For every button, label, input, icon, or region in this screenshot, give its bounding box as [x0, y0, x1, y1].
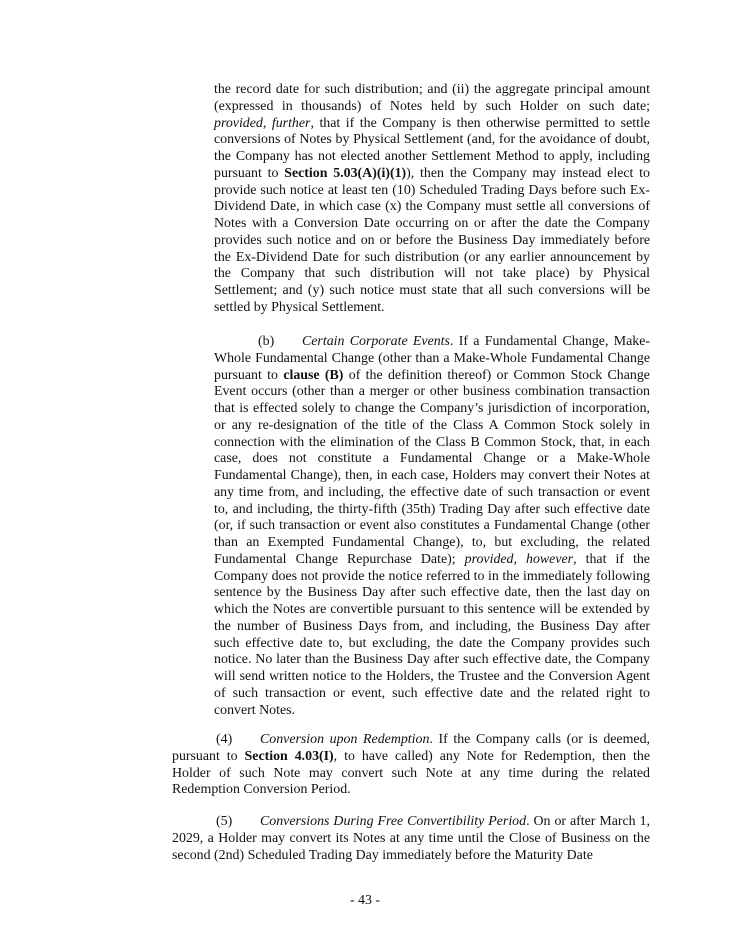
para-4-text-1: . If the Company calls (or is deemed, pursuant to: [172, 732, 650, 764]
para-4-number: (4): [216, 732, 233, 747]
para-5-text-1: . On or after March 1, 2029, a Holder may convert its Notes at any time until the Close of Business on the second (2nd) Scheduled Trading Day immediately before the Maturity Date: [172, 814, 650, 863]
para-a-text-2: , that if the Company is then otherwise permitted to settle conversions of Notes by Physical Settlement (and, for the avoidance of doubt, the Company has not elected another Settlement Method to apply, including pursuant to: [214, 115, 650, 181]
paragraph-free-convertibility-period: [172, 814, 650, 864]
paragraph-certain-corporate-events: [214, 334, 650, 719]
para-b-clause-reference: clause (B): [283, 367, 344, 383]
para-4-section-reference: Section 4.03(I): [244, 748, 334, 764]
para-a-proviso-italic: provided, further: [214, 115, 311, 131]
paragraph-record-date-continuation: [214, 82, 650, 317]
para-a-text-3: ), then the Company may instead elect to provide such notice at least ten (10) Scheduled Trading Days before such Ex-Dividend Date, in which case (x) the Company must settle all conversions of Notes with a Conversion Date occurring on or after the date the Company provides such notice and on or before the Business Day immediately before the Ex-Dividend Date for such distribution (or any earlier announcement by the Company that such distribution will not take place) by Physical Settlement; and (y) such notice must state that all such conversions will be settled by Physical Settlement.: [214, 165, 650, 315]
para-b-text-1: . If a Fundamental Change, Make-Whole Fundamental Change (other than a Make-Whole Fundamental Change pursuant to: [214, 334, 650, 383]
para-5-heading: Conversions During Free Convertibility Period: [260, 814, 527, 829]
para-b-number: (b): [258, 334, 275, 349]
page-number: - 43 -: [349, 893, 381, 908]
para-b-text-3: , that if the Company does not provide the notice referred to in the immediately following sentence by the Business Day after such effective date, then the last day on which the Notes are convertible pursuant to this sentence will be extended by the number of Business Days from, and including, the Business Day after such effective date to, but excluding, the date the Company provides such notice. No later than the Business Day after such effective date, the Company will send written notice to the Holders, the Trustee and the Conversion Agent of such transaction or event, such effective date and the related right to convert Notes.: [214, 551, 650, 718]
para-b-text-2: of the definition thereof) or Common Stock Change Event occurs (other than a merger or other business combination transaction that is effected solely to change the Company’s jurisdiction of incorporation, or any re-designation of the title of the Class A Common Stock solely in connection with the elimination of the Class B Common Stock, that, in each case, does not constitute a Fundamental Change or a Make-Whole Fundamental Change), then, in each case, Holders may convert their Notes at any time from, and including, the effective date of such transaction or event to, and including, the thirty-fifth (35th) Trading Day after such effective date (or, if such transaction or event also constitutes a Fundamental Change (other than an Exempted Fundamental Change), to, but excluding, the related Fundamental Change Repurchase Date);: [214, 367, 650, 567]
para-5-number: (5): [216, 814, 233, 829]
para-b-heading: Certain Corporate Events: [302, 334, 450, 349]
paragraph-conversion-upon-redemption: [172, 732, 650, 799]
para-4-heading: Conversion upon Redemption: [260, 732, 430, 747]
para-b-proviso-italic: provided, however: [464, 551, 574, 567]
para-4-text-2: , to have called) any Note for Redemption, then the Holder of such Note may convert such Note at any time during the related Redemption Conversion Period.: [172, 748, 650, 798]
para-a-text-1: the record date for such distribution; and (ii) the aggregate principal amount (expressed in thousands) of Notes held by such Holder on such date;: [214, 82, 650, 114]
para-a-section-reference: Section 5.03(A)(i)(1): [284, 165, 407, 181]
